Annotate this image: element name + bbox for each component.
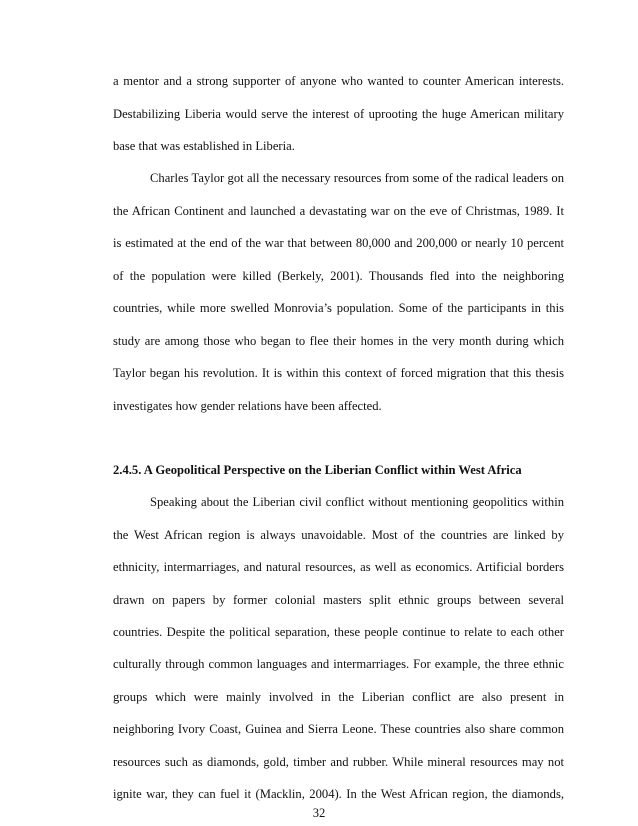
- paragraph3-line: culturally through common languages and intermarriages. For example, the three ethnic: [113, 657, 564, 671]
- paragraph3-line: groups which were mainly involved in the Liberian conflict are also present in: [113, 690, 564, 704]
- paragraph3-line: resources such as diamonds, gold, timber and rubber. While mineral resources may not: [113, 755, 564, 769]
- paragraph2-line: of the population were killed (Berkely, 2001). Thousands fled into the neighboring: [113, 269, 564, 283]
- paragraph1-line: base that was established in Liberia.: [113, 139, 295, 153]
- paragraph3-line: the West African region is always unavoidable. Most of the countries are linked by: [113, 528, 564, 542]
- page-number: 32: [312, 806, 326, 820]
- paragraph2-line: Taylor began his revolution. It is within this context of forced migration that this thesis: [113, 366, 564, 380]
- paragraph3-line: ethnicity, intermarriages, and natural resources, as well as economics. Artificial borders: [113, 560, 564, 574]
- paragraph3-line: ignite war, they can fuel it (Macklin, 2004). In the West African region, the diamonds,: [113, 787, 564, 801]
- paragraph2-line: countries, while more swelled Monrovia’s population. Some of the participants in this: [113, 301, 564, 315]
- paragraph2-line: is estimated at the end of the war that between 80,000 and 200,000 or nearly 10 percent: [113, 236, 564, 250]
- paragraph2-line: investigates how gender relations have been affected.: [113, 399, 382, 413]
- paragraph3-line: drawn on papers by former colonial masters split ethnic groups between several: [113, 593, 564, 607]
- paragraph3-line: neighboring Ivory Coast, Guinea and Sierra Leone. These countries also share common: [113, 722, 564, 736]
- paragraph3-line: countries. Despite the political separation, these people continue to relate to each other: [113, 625, 564, 639]
- paragraph2-line: the African Continent and launched a devastating war on the eve of Christmas, 1989. It: [113, 204, 564, 218]
- paragraph2-line: study are among those who began to flee their homes in the very month during which: [113, 334, 564, 348]
- paragraph3-line: Speaking about the Liberian civil conflict without mentioning geopolitics within: [150, 495, 564, 509]
- paragraph1-line: a mentor and a strong supporter of anyone who wanted to counter American interests.: [113, 74, 564, 88]
- section-heading: 2.4.5. A Geopolitical Perspective on the Liberian Conflict within West Africa: [113, 463, 522, 477]
- paragraph1-line: Destabilizing Liberia would serve the interest of uprooting the huge American military: [113, 107, 564, 121]
- paragraph2-line: Charles Taylor got all the necessary resources from some of the radical leaders on: [150, 171, 564, 185]
